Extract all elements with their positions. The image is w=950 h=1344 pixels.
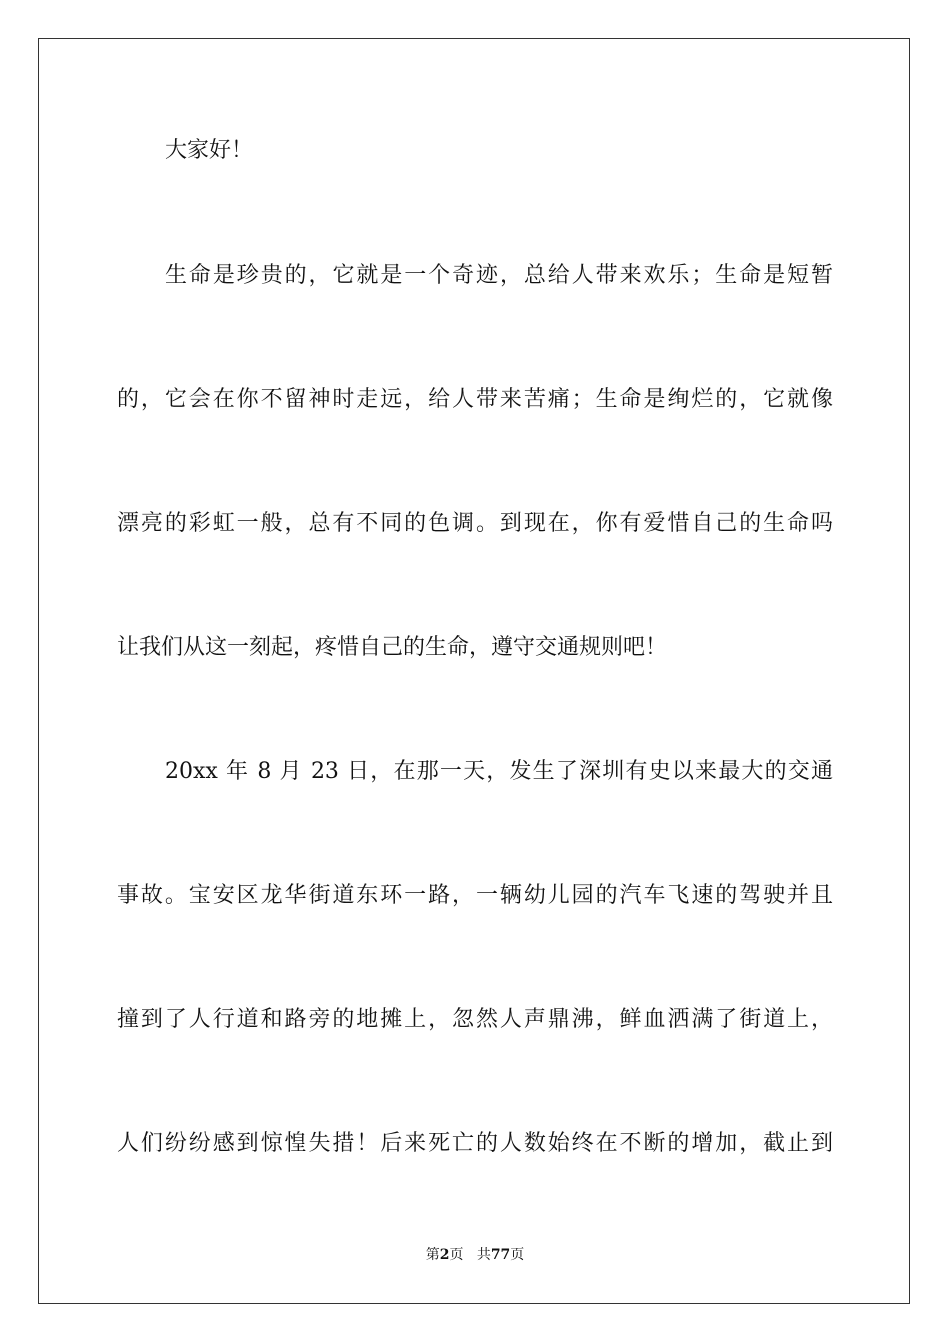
total-pages: 77 [490, 1247, 511, 1263]
page-number: 2 [439, 1247, 450, 1263]
paragraph-2-line-1: 20xx 年 8 月 23 日，在那一天，发生了深圳有史以来最大的交通 [165, 759, 833, 784]
greeting-line: 大家好！ [165, 138, 254, 163]
paragraph-2-line-2: 事故。宝安区龙华街道东环一路，一辆幼儿园的汽车飞速的驾驶并且 [117, 883, 833, 908]
page-footer [0, 1246, 950, 1264]
total-suffix: 页 [510, 1247, 525, 1263]
page-prefix: 第 [425, 1247, 440, 1263]
paragraph-2-line-3: 撞到了人行道和路旁的地摊上，忽然人声鼎沸，鲜血洒满了街道上， [117, 1007, 833, 1032]
paragraph-2-line-4: 人们纷纷感到惊惶失措！后来死亡的人数始终在不断的增加，截止到 [117, 1131, 833, 1156]
paragraph-1-line-4: 让我们从这一刻起，疼惜自己的生命，遵守交通规则吧！ [117, 635, 668, 660]
paragraph-1-line-2: 的，它会在你不留神时走远，给人带来苦痛；生命是绚烂的，它就像 [117, 387, 833, 412]
total-prefix: 共 [476, 1247, 491, 1263]
page-border [38, 38, 910, 1304]
page-suffix: 页 [449, 1247, 464, 1263]
paragraph-1-line-1: 生命是珍贵的，它就是一个奇迹，总给人带来欢乐；生命是短暂 [165, 263, 833, 288]
paragraph-1-line-3: 漂亮的彩虹一般，总有不同的色调。到现在，你有爱惜自己的生命吗 [117, 511, 833, 536]
